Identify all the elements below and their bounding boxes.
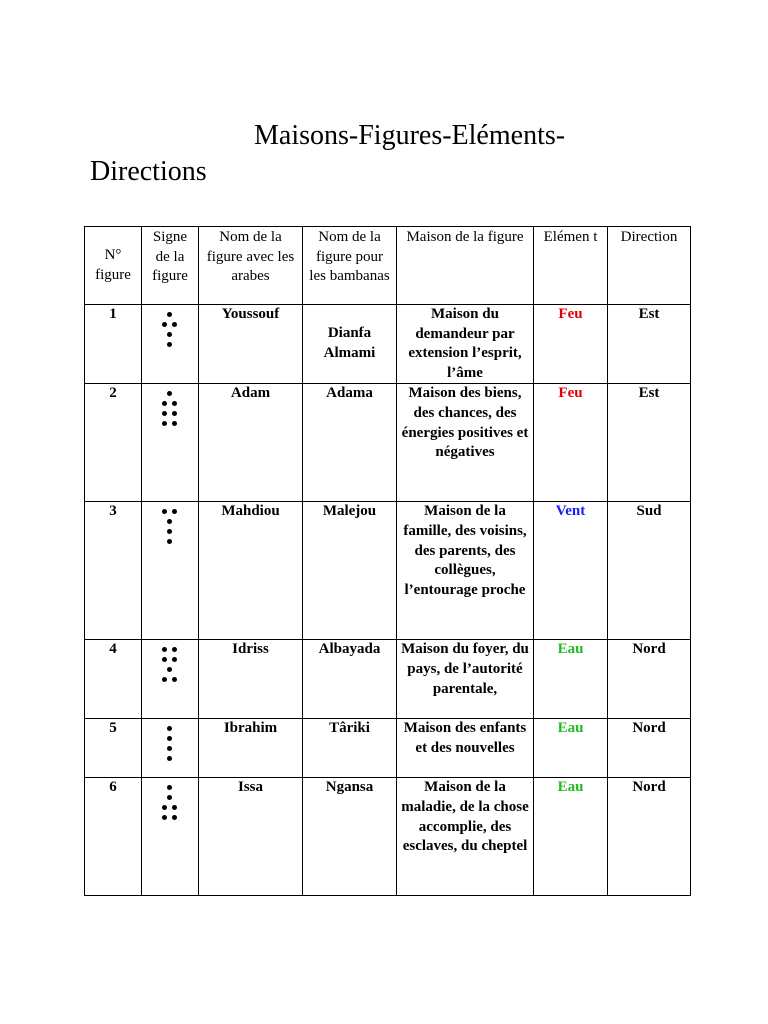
figure-dot: [162, 509, 167, 514]
figure-sign: [142, 719, 199, 778]
figure-sign: [142, 305, 199, 384]
figure-dot: [162, 677, 167, 682]
figure-number: 6: [85, 778, 142, 896]
geomancy-figure-icon: [142, 305, 198, 383]
figure-dot: [167, 332, 172, 337]
direction: Est: [608, 384, 691, 502]
figure-dot: [162, 647, 167, 652]
geomancy-figure-icon: [142, 640, 198, 718]
header-sign: Signe de la figure: [142, 227, 199, 305]
arab-name: Idriss: [199, 640, 303, 719]
figure-dot: [172, 322, 177, 327]
figure-dot: [162, 322, 167, 327]
element: Feu: [534, 305, 608, 384]
figure-number: 1: [85, 305, 142, 384]
direction: Nord: [608, 778, 691, 896]
bambara-name: Ngansa: [303, 778, 397, 896]
header-num: N° figure: [85, 227, 142, 305]
header-direction: Direction: [608, 227, 691, 305]
house-description: Maison du demandeur par extension l’esprit, l’âme: [397, 305, 534, 384]
geomancy-figure-icon: [142, 384, 198, 501]
figure-dot: [162, 411, 167, 416]
figure-dot: [162, 421, 167, 426]
figures-table: [84, 226, 691, 896]
figure-dot: [167, 736, 172, 741]
figure-dot: [167, 391, 172, 396]
table-row: [85, 384, 691, 502]
figure-dot: [167, 726, 172, 731]
table-row: [85, 719, 691, 778]
header-element: Elémen t: [534, 227, 608, 305]
figure-dot: [167, 746, 172, 751]
figure-dot: [162, 805, 167, 810]
figure-dot: [167, 519, 172, 524]
bambara-name: Dianfa Almami: [303, 305, 397, 384]
figure-sign: [142, 778, 199, 896]
arab-name: Mahdiou: [199, 502, 303, 640]
figure-sign: [142, 640, 199, 719]
arab-name: Youssouf: [199, 305, 303, 384]
title-line-2: Directions: [90, 156, 207, 187]
figure-dot: [172, 421, 177, 426]
figure-dot: [162, 401, 167, 406]
title-line-1: Maisons-Figures-Eléments-: [254, 120, 566, 151]
direction: Sud: [608, 502, 691, 640]
arab-name: Ibrahim: [199, 719, 303, 778]
element: Eau: [534, 778, 608, 896]
table-row: [85, 778, 691, 896]
bambara-name: Albayada: [303, 640, 397, 719]
table-row: [85, 640, 691, 719]
figure-dot: [167, 312, 172, 317]
figure-dot: [167, 756, 172, 761]
figure-number: 3: [85, 502, 142, 640]
figure-sign: [142, 502, 199, 640]
figure-dot: [172, 657, 177, 662]
figure-dot: [167, 785, 172, 790]
header-bambara: Nom de la figure pour les bambanas: [303, 227, 397, 305]
figure-dot: [172, 411, 177, 416]
element: Vent: [534, 502, 608, 640]
house-description: Maison des biens, des chances, des énergies positives et négatives: [397, 384, 534, 502]
element: Eau: [534, 719, 608, 778]
figure-dot: [167, 529, 172, 534]
page-title: [90, 118, 690, 190]
figure-dot: [172, 509, 177, 514]
figure-dot: [172, 815, 177, 820]
bambara-name: Malejou: [303, 502, 397, 640]
figure-dot: [167, 667, 172, 672]
geomancy-figure-icon: [142, 502, 198, 639]
bambara-name: Adama: [303, 384, 397, 502]
bambara-name: Târiki: [303, 719, 397, 778]
figure-dot: [172, 677, 177, 682]
table-row: [85, 502, 691, 640]
house-description: Maison des enfants et des nouvelles: [397, 719, 534, 778]
figure-dot: [172, 805, 177, 810]
house-description: Maison de la famille, des voisins, des parents, des collègues, l’entourage proche: [397, 502, 534, 640]
house-description: Maison de la maladie, de la chose accomplie, des esclaves, du cheptel: [397, 778, 534, 896]
figure-number: 5: [85, 719, 142, 778]
geomancy-figure-icon: [142, 778, 198, 895]
direction: Nord: [608, 719, 691, 778]
direction: Nord: [608, 640, 691, 719]
header-arab: Nom de la figure avec les arabes: [199, 227, 303, 305]
figure-dot: [167, 539, 172, 544]
figure-number: 4: [85, 640, 142, 719]
figure-dot: [172, 401, 177, 406]
element: Eau: [534, 640, 608, 719]
arab-name: Adam: [199, 384, 303, 502]
arab-name: Issa: [199, 778, 303, 896]
figure-dot: [172, 647, 177, 652]
figure-dot: [167, 795, 172, 800]
figure-dot: [162, 815, 167, 820]
figure-sign: [142, 384, 199, 502]
header-row: [85, 227, 691, 305]
geomancy-figure-icon: [142, 719, 198, 777]
figure-dot: [167, 342, 172, 347]
house-description: Maison du foyer, du pays, de l’autorité parentale,: [397, 640, 534, 719]
table-row: [85, 305, 691, 384]
figure-dot: [162, 657, 167, 662]
header-house: Maison de la figure: [397, 227, 534, 305]
element: Feu: [534, 384, 608, 502]
direction: Est: [608, 305, 691, 384]
figure-number: 2: [85, 384, 142, 502]
